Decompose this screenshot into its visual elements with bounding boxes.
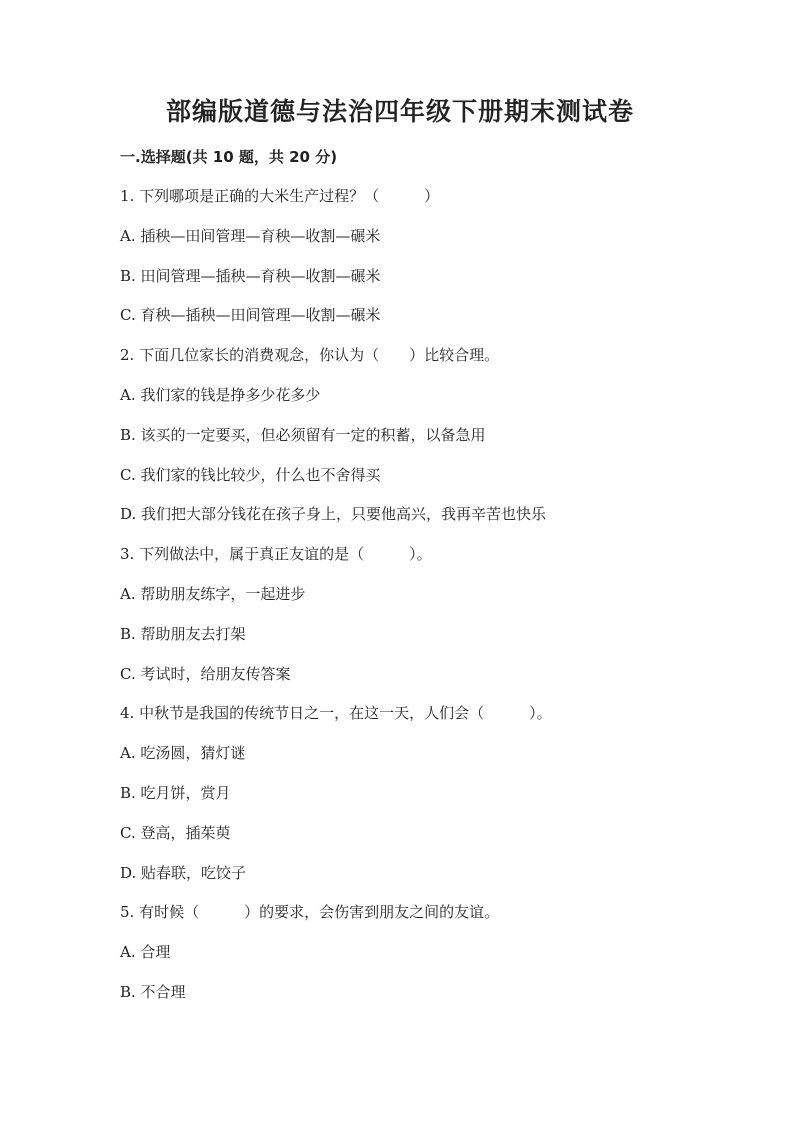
question-list [120, 183, 740, 1019]
question-2-option-d: D. 我们把大部分钱花在孩子身上，只要他高兴，我再辛苦也快乐 [120, 505, 547, 524]
question-2-option-c: C. 我们家的钱比较少，什么也不舍得买 [120, 465, 381, 484]
question-3-option-c: C. 考试时，给朋友传答案 [120, 664, 291, 683]
question-2-stem: 2. 下面几位家长的消费观念，你认为（ ）比较合理。 [120, 346, 500, 365]
question-4-option-c: C. 登高，插茱萸 [120, 823, 231, 842]
question-2-option-b: B. 该买的一定要买，但必须留有一定的积蓄，以备急用 [120, 425, 486, 444]
question-3-option-b: B. 帮助朋友去打架 [120, 624, 246, 643]
question-5-option-a: A. 合理 [120, 943, 171, 962]
question-4-stem: 4. 中秋节是我国的传统节日之一，在这一天，人们会（ ）。 [120, 704, 552, 723]
question-3-option-a: A. 帮助朋友练字，一起进步 [120, 584, 306, 603]
question-4-option-b: B. 吃月饼，赏月 [120, 783, 231, 802]
section-heading: 一.选择题(共 10 题，共 20 分) [120, 148, 338, 166]
page-title: 部编版道德与法治四年级下册期末测试卷 [165, 97, 634, 126]
question-1-option-c: C. 育秧—插秧—田间管理—收割—碾米 [120, 306, 381, 325]
question-3-stem: 3. 下列做法中，属于真正友谊的是（ ）。 [120, 545, 432, 564]
question-5-option-b: B. 不合理 [120, 982, 186, 1001]
question-4-option-a: A. 吃汤圆，猜灯谜 [120, 744, 246, 763]
question-5-stem: 5. 有时候（ ）的要求，会伤害到朋友之间的友谊。 [120, 903, 500, 922]
question-4-option-d: D. 贴春联，吃饺子 [120, 863, 247, 882]
question-1-option-b: B. 田间管理—插秧—育秧—收割—碾米 [120, 266, 381, 285]
question-1-stem: 1. 下列哪项是正确的大米生产过程？（ ） [120, 187, 440, 205]
question-2-option-a: A. 我们家的钱是挣多少花多少 [120, 385, 321, 404]
question-1-option-a: A. 插秧—田间管理—育秧—收割—碾米 [120, 226, 381, 245]
